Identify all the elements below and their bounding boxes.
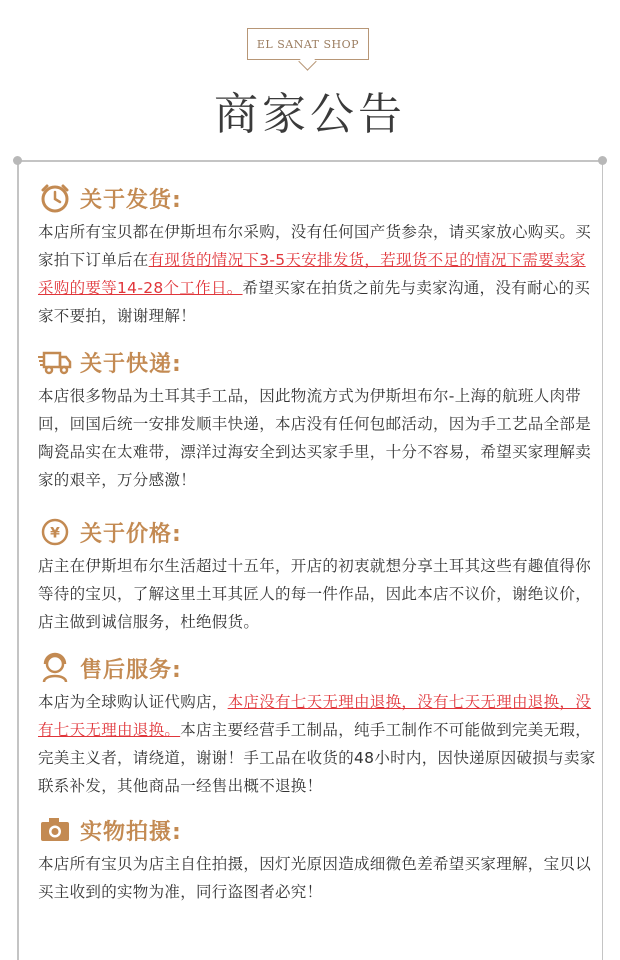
section-shipping [38, 180, 598, 330]
page-title: 商家公告 [214, 89, 406, 140]
section-after-sales-text [38, 688, 598, 800]
section-shipping-title: 关于发货: [80, 187, 182, 213]
shipping-text-2: 希望买家在拍货之前先与卖家沟通，没有耐心的买家不要拍，谢谢理解！ [38, 279, 591, 325]
delivery-truck-icon [38, 345, 72, 379]
section-photography-title: 实物拍摄: [80, 819, 182, 845]
frame-top-line [17, 160, 603, 162]
section-photography-text: 本店所有宝贝为店主自住拍摄，因灯光原因造成细微色差希望买家理解，宝贝以买主收到的实物为准，同行盗图者必究！ [38, 855, 592, 901]
after-sales-highlight: 本店没有七天无理由退换，没有七天无理由退换，没有七天无理由退换。 [38, 693, 592, 739]
frame-corner-dot-right [598, 156, 607, 165]
section-courier-title: 关于快递: [80, 351, 182, 377]
section-shipping-header [38, 180, 598, 216]
svg-text:¥: ¥ [50, 525, 60, 542]
section-photography-header [38, 812, 598, 848]
section-courier [38, 344, 598, 494]
section-price-text: 店主在伊斯坦布尔生活超过十五年，开店的初衷就想分享土耳其这些有趣值得你等待的宝贝，了解这里土耳其匠人的每一件作品，因此本店不议价，谢绝议价，店主做到诚信服务，杜绝假货。 [38, 557, 592, 631]
yen-coin-icon [38, 515, 72, 549]
shipping-highlight: 有现货的情况下3-5天安排发货，若现货不足的情况下需要卖家采购的要等14-28个工作日。 [38, 251, 586, 297]
section-courier-text: 本店很多物品为土耳其手工品，因此物流方式为伊斯坦布尔-上海的航班人肉带回，回国后统一安排发顺丰快递，本店没有任何包邮活动，因为手工艺品全部是陶瓷品实在太难带，漂洋过海安全到达买家手里，十分不容易，希望买家理解卖家的艰辛，万分感激！ [38, 387, 592, 489]
after-sales-text-1: 本店为全球购认证代购店， [38, 693, 228, 711]
section-price-header [38, 514, 598, 550]
section-courier-header [38, 344, 598, 380]
customer-service-icon [38, 651, 72, 685]
after-sales-text-2: 本店主要经营手工制品，纯手工制作不可能做到完美无瑕，完美主义者，请绕道，谢谢！手工品在收货的48小时内，因快递原因破损与卖家联系补发，其他商品一经售出概不退换！ [38, 721, 596, 795]
frame-left-line [17, 160, 19, 960]
section-photography [38, 812, 598, 906]
shipping-text-1: 本店所有宝贝都在伊斯坦布尔采购，没有任何国产货参杂，请买家放心购买。买家拍下订单后在 [38, 223, 592, 269]
camera-icon [38, 813, 72, 847]
frame-corner-dot-left [13, 156, 22, 165]
section-after-sales-header [38, 650, 598, 686]
frame-right-line [602, 160, 604, 960]
brand-name: EL SANAT SHOP [256, 37, 360, 51]
section-shipping-text [38, 218, 598, 330]
section-price [38, 514, 598, 636]
clock-icon [38, 181, 72, 215]
section-price-title: 关于价格: [80, 521, 182, 547]
section-after-sales [38, 650, 598, 800]
section-after-sales-title: 售后服务: [80, 657, 182, 683]
